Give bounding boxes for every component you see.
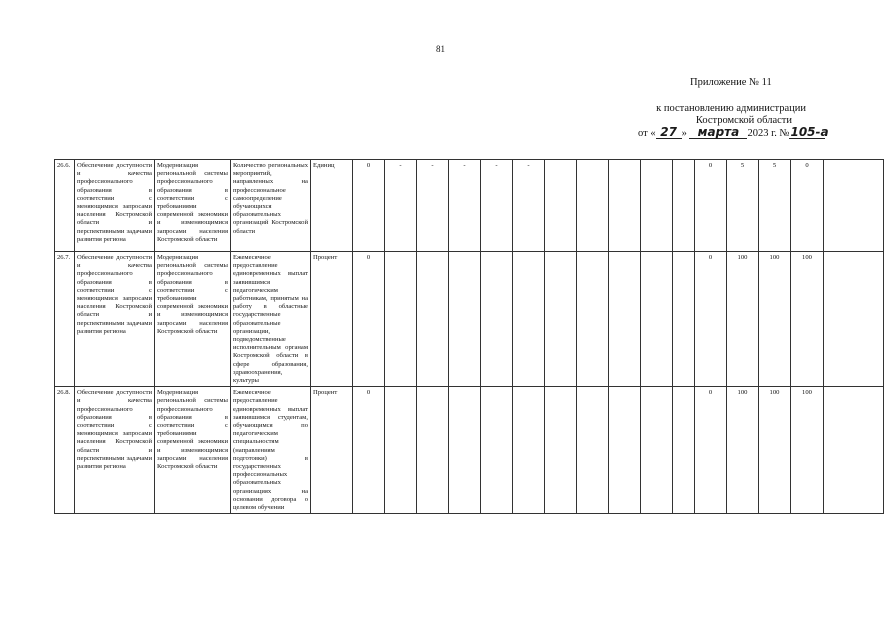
value-cell — [481, 387, 513, 514]
value-cell: 100 — [791, 252, 824, 387]
row-number-cell: 26.7. — [55, 252, 75, 387]
date-mid: » — [681, 128, 687, 139]
value-cell: 5 — [759, 160, 791, 252]
table-row — [55, 252, 884, 387]
value-cell — [481, 252, 513, 387]
value-cell — [449, 252, 481, 387]
value-cell — [385, 387, 417, 514]
unit-cell: Процент — [311, 387, 353, 514]
value-cell: 5 — [727, 160, 759, 252]
appendix-header — [630, 103, 850, 140]
handwritten-month: марта — [689, 127, 747, 139]
value-cell: 100 — [727, 387, 759, 514]
base-value-cell: 0 — [353, 387, 385, 514]
value-cell: - — [417, 160, 449, 252]
value-cell: 100 — [759, 387, 791, 514]
table-row — [55, 160, 884, 252]
indicator-cell: Ежемесячное предоставление единовременных выплат заявившимся педагогическим работникам, принятым на работу в областные государственные образовательные организации, подведомственные исполнительным органам Костромской области в сфере образования, здравоохранения, культуры — [231, 252, 311, 387]
value-cell — [673, 387, 695, 514]
value-cell: 0 — [695, 252, 727, 387]
handwritten-doc-number: 105-а — [790, 125, 829, 139]
value-cell: - — [481, 160, 513, 252]
goal-cell: Обеспечение доступности и качества профессионального образования в соответствии с меняющимися запросами населения Костромской области и перспективными задачами развития региона — [75, 252, 155, 387]
appendix-line-2: Костромской области — [695, 115, 792, 126]
appendix-line-1: к постановлению администрации — [656, 103, 806, 114]
date-prefix: от « — [638, 128, 656, 139]
value-cell — [417, 252, 449, 387]
value-cell: 0 — [791, 160, 824, 252]
row-number-cell: 26.6. — [55, 160, 75, 252]
value-cell — [609, 387, 641, 514]
value-cell: 100 — [759, 252, 791, 387]
value-cell: 0 — [695, 387, 727, 514]
unit-cell: Процент — [311, 252, 353, 387]
table-row — [55, 387, 884, 514]
goal-cell: Обеспечение доступности и качества профессионального образования в соответствии с меняющимися запросами населения Костромской области и перспективными задачами развития региона — [75, 387, 155, 514]
task-cell: Модернизация региональной системы профессионального образования в соответствии с требованиями современной экономики и изменяющимися запросами населения Костромской области — [155, 387, 231, 514]
task-cell: Модернизация региональной системы профессионального образования в соответствии с требованиями современной экономики и изменяющимися запросами населения Костромской области — [155, 252, 231, 387]
indicator-cell: Количество региональных мероприятий, направленных на профессиональное самоопределение обучающихся образовательных организаций Костромской области — [231, 160, 311, 252]
value-cell — [824, 252, 884, 387]
value-cell — [513, 387, 545, 514]
unit-cell: Единиц — [311, 160, 353, 252]
value-cell: - — [449, 160, 481, 252]
value-cell — [385, 252, 417, 387]
row-number-cell: 26.8. — [55, 387, 75, 514]
value-cell — [545, 252, 577, 387]
value-cell — [545, 387, 577, 514]
value-cell: - — [385, 160, 417, 252]
value-cell — [577, 252, 609, 387]
value-cell — [577, 387, 609, 514]
page-number: 81 — [436, 44, 445, 54]
value-cell — [609, 160, 641, 252]
value-cell — [641, 387, 673, 514]
value-cell — [641, 252, 673, 387]
value-cell — [673, 252, 695, 387]
goal-cell: Обеспечение доступности и качества профессионального образования в соответствии с меняющимися запросами населения Костромской области и перспективными задачами развития региона — [75, 160, 155, 252]
handwritten-day: 27 — [656, 127, 682, 139]
value-cell — [824, 160, 884, 252]
base-value-cell: 0 — [353, 252, 385, 387]
value-cell: 100 — [791, 387, 824, 514]
task-cell: Модернизация региональной системы профессионального образования в соответствии с требованиями современной экономики и изменяющимися запросами населения Костромской области — [155, 160, 231, 252]
value-cell — [609, 252, 641, 387]
value-cell: - — [513, 160, 545, 252]
value-cell: 0 — [695, 160, 727, 252]
value-cell: 100 — [727, 252, 759, 387]
value-cell — [417, 387, 449, 514]
indicators-table — [54, 159, 884, 514]
value-cell — [513, 252, 545, 387]
value-cell — [449, 387, 481, 514]
appendix-date-line — [630, 127, 850, 140]
appendix-title: Приложение № 11 — [690, 77, 772, 88]
value-cell — [577, 160, 609, 252]
table-body — [55, 160, 884, 514]
value-cell — [824, 387, 884, 514]
date-year: 2023 г. № — [747, 128, 790, 139]
base-value-cell: 0 — [353, 160, 385, 252]
value-cell — [641, 160, 673, 252]
value-cell — [673, 160, 695, 252]
indicator-cell: Ежемесячное предоставление единовременных выплат заявившимся студентам, обучающимся по педагогическим специальностям (направлениям подготовки) в государственных профессиональных образовательных организациях на основании договора о целевом обучении — [231, 387, 311, 514]
value-cell — [545, 160, 577, 252]
